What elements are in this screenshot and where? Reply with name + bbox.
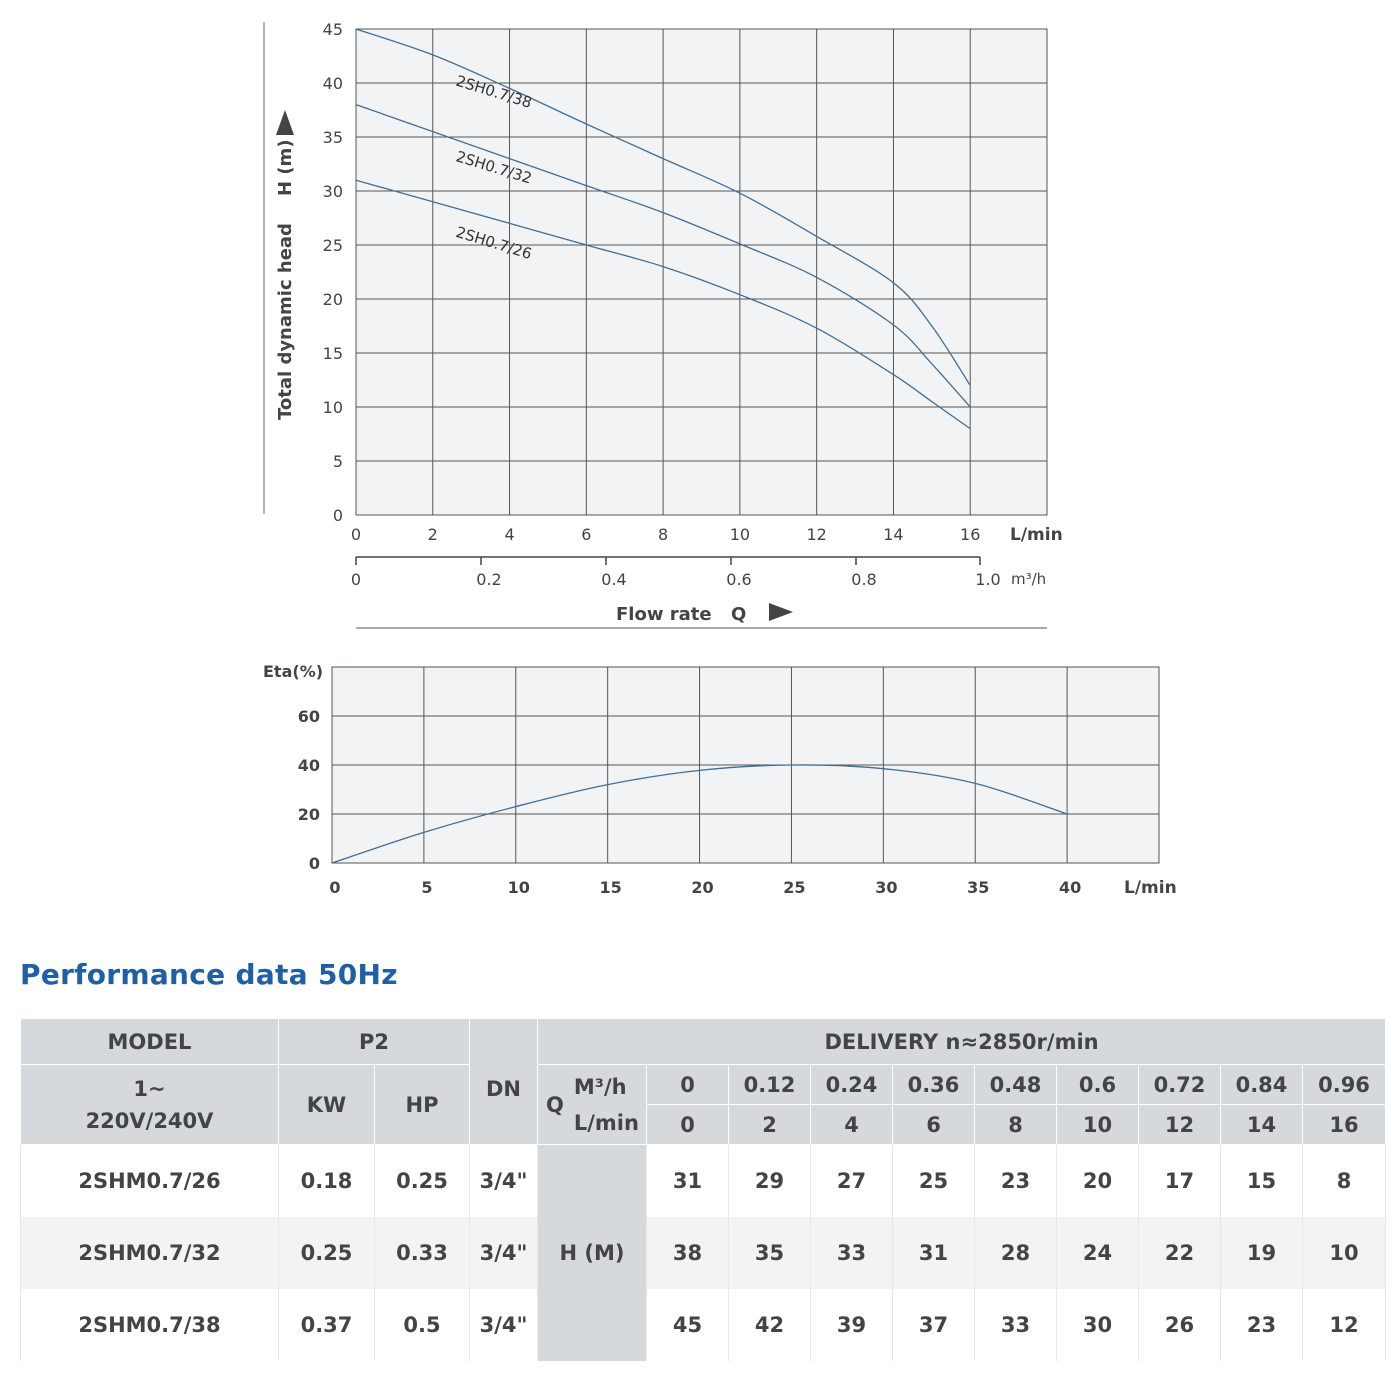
- dn-cell: 3/4": [470, 1289, 538, 1361]
- kw-cell: 0.25: [279, 1217, 375, 1289]
- model-header: MODEL: [21, 1019, 279, 1065]
- lmin-value: 14: [1221, 1105, 1303, 1145]
- head-cell: 37: [893, 1289, 975, 1361]
- y-tick-label: 45: [322, 20, 343, 39]
- lmin-value: 12: [1139, 1105, 1221, 1145]
- head-cell: 29: [729, 1145, 811, 1217]
- head-cell: 35: [729, 1217, 811, 1289]
- lmin-value: 8: [975, 1105, 1057, 1145]
- x2-tick-label: 0.6: [726, 570, 752, 589]
- head-cell: 23: [1221, 1289, 1303, 1361]
- head-cell: 19: [1221, 1217, 1303, 1289]
- table-row: [21, 1217, 1386, 1289]
- efficiency-chart: [263, 662, 1177, 898]
- y-tick-label: 20: [322, 290, 343, 309]
- m3h-value: 0.84: [1221, 1065, 1303, 1105]
- head-cell: 22: [1139, 1217, 1221, 1289]
- head-label: H (M): [559, 1240, 625, 1265]
- x-tick-label: 10: [507, 878, 530, 897]
- x-unit-label: L/min: [1010, 525, 1063, 545]
- hp-cell: 0.25: [375, 1145, 470, 1217]
- voltage-phase: 1~: [133, 1076, 166, 1101]
- head-cell: 31: [647, 1145, 729, 1217]
- lmin-value: 6: [893, 1105, 975, 1145]
- x-tick-label: 8: [658, 525, 669, 544]
- x2-tick-label: 0: [350, 570, 362, 589]
- lmin-value: 4: [811, 1105, 893, 1145]
- hp-cell: 0.5: [375, 1289, 470, 1361]
- head-cell: 30: [1057, 1289, 1139, 1361]
- plot-area: [356, 29, 1047, 515]
- lmin-label: L/min: [573, 1110, 639, 1135]
- m3h-value: 0: [647, 1065, 729, 1105]
- x2-tick-label: 0.8: [851, 570, 877, 589]
- m3h-value: 0.36: [893, 1065, 975, 1105]
- x2-unit-label: m³/h: [1011, 570, 1047, 588]
- y-tick-label: 20: [297, 805, 320, 824]
- lmin-value: 2: [729, 1105, 811, 1145]
- head-cell: 15: [1221, 1145, 1303, 1217]
- y-tick-label: 5: [332, 452, 343, 471]
- m3h-value: 0.72: [1139, 1065, 1221, 1105]
- dn-header-label: DN: [486, 1077, 522, 1101]
- m3h-value: 0.96: [1303, 1065, 1386, 1105]
- series-label: 2SH0.7/38: [453, 71, 535, 112]
- head-flow-chart: [264, 20, 1063, 628]
- x-unit-label: L/min: [1124, 878, 1177, 898]
- dn-cell: 3/4": [470, 1217, 538, 1289]
- head-cell: 24: [1057, 1217, 1139, 1289]
- hp-header: HP: [375, 1065, 470, 1145]
- x-tick-label: 10: [729, 525, 751, 544]
- model-cell: 2SHM0.7/32: [21, 1217, 279, 1289]
- x-axis-symbol: Q: [731, 604, 747, 625]
- y-tick-label: 40: [322, 74, 343, 93]
- p2-header: P2: [279, 1019, 470, 1065]
- x2-tick-label: 0.2: [476, 570, 502, 589]
- x2-tick-label: 1.0: [975, 570, 1001, 589]
- series-label: 2SH0.7/32: [453, 147, 535, 188]
- head-cell: 25: [893, 1145, 975, 1217]
- x-tick-label: 30: [875, 878, 898, 897]
- delivery-header: DELIVERY n≈2850r/min: [538, 1019, 1386, 1065]
- m3h-value: 0.6: [1057, 1065, 1139, 1105]
- head-cell: 38: [647, 1217, 729, 1289]
- lmin-value: 0: [647, 1105, 729, 1145]
- y-unit-label: H (m): [275, 139, 296, 196]
- y-axis-title: Total dynamic head: [275, 223, 296, 420]
- head-cell: 33: [811, 1217, 893, 1289]
- head-cell: 17: [1139, 1145, 1221, 1217]
- performance-table: [20, 1018, 1386, 1361]
- y-tick-label: 40: [297, 756, 320, 775]
- m3h-value: 0.48: [975, 1065, 1057, 1105]
- dn-header: [470, 1019, 538, 1145]
- lmin-value: 10: [1057, 1105, 1139, 1145]
- lmin-value: 16: [1303, 1105, 1386, 1145]
- head-cell: 28: [975, 1217, 1057, 1289]
- kw-cell: 0.37: [279, 1289, 375, 1361]
- head-label-cell: [538, 1145, 647, 1361]
- head-cell: 23: [975, 1145, 1057, 1217]
- head-cell: 12: [1303, 1289, 1386, 1361]
- head-cell: 20: [1057, 1145, 1139, 1217]
- head-cell: 42: [729, 1289, 811, 1361]
- x2-tick-label: 0.4: [601, 570, 627, 589]
- model-cell: 2SHM0.7/26: [21, 1145, 279, 1217]
- x-tick-label: 40: [1058, 878, 1082, 897]
- q-label: Q: [546, 1092, 564, 1117]
- dn-cell: 3/4": [470, 1145, 538, 1217]
- y-arrow-icon: [276, 110, 294, 135]
- x-tick-label: 14: [883, 525, 904, 544]
- y-tick-label: 0: [308, 854, 320, 873]
- q-header: [538, 1065, 647, 1145]
- y-tick-label: 30: [322, 182, 343, 201]
- x-tick-label: 4: [504, 525, 515, 544]
- head-cell: 8: [1303, 1145, 1386, 1217]
- x-tick-label: 0: [350, 525, 362, 544]
- head-cell: 27: [811, 1145, 893, 1217]
- y-tick-label: 10: [322, 398, 343, 417]
- x-tick-label: 20: [691, 878, 714, 897]
- head-cell: 33: [975, 1289, 1057, 1361]
- m3h-value: 0.12: [729, 1065, 811, 1105]
- y-tick-label: 25: [322, 236, 343, 255]
- x-tick-label: 16: [960, 525, 981, 544]
- head-cell: 31: [893, 1217, 975, 1289]
- y-axis-title: Eta(%): [263, 662, 324, 681]
- head-cell: 26: [1139, 1289, 1221, 1361]
- x-arrow-icon: [769, 603, 793, 621]
- x-tick-label: 12: [806, 525, 827, 544]
- voltage-header: [21, 1065, 279, 1145]
- x-tick-label: 0: [329, 878, 341, 897]
- model-cell: 2SHM0.7/38: [21, 1289, 279, 1361]
- head-cell: 10: [1303, 1217, 1386, 1289]
- table-row: [21, 1289, 1386, 1361]
- kw-header: KW: [279, 1065, 375, 1145]
- hp-cell: 0.33: [375, 1217, 470, 1289]
- x-tick-label: 35: [967, 878, 990, 897]
- series-label: 2SH0.7/26: [453, 222, 535, 264]
- m3h-value: 0.24: [811, 1065, 893, 1105]
- x-axis-title: Flow rate: [616, 604, 712, 625]
- y-tick-label: 35: [322, 128, 343, 147]
- kw-cell: 0.18: [279, 1145, 375, 1217]
- y-tick-label: 0: [332, 506, 343, 525]
- section-title: Performance data 50Hz: [20, 958, 398, 991]
- x-tick-label: 25: [783, 878, 806, 897]
- m3h-label: M³/h: [573, 1074, 627, 1099]
- x-tick-label: 2: [427, 525, 438, 544]
- table-row: [21, 1145, 1386, 1217]
- voltage-range: 220V/240V: [85, 1108, 214, 1133]
- head-cell: 39: [811, 1289, 893, 1361]
- y-tick-label: 60: [297, 707, 320, 726]
- x-tick-label: 5: [421, 878, 433, 897]
- x-tick-label: 6: [581, 525, 592, 544]
- head-cell: 45: [647, 1289, 729, 1361]
- y-tick-label: 15: [322, 344, 343, 363]
- x-tick-label: 15: [599, 878, 622, 897]
